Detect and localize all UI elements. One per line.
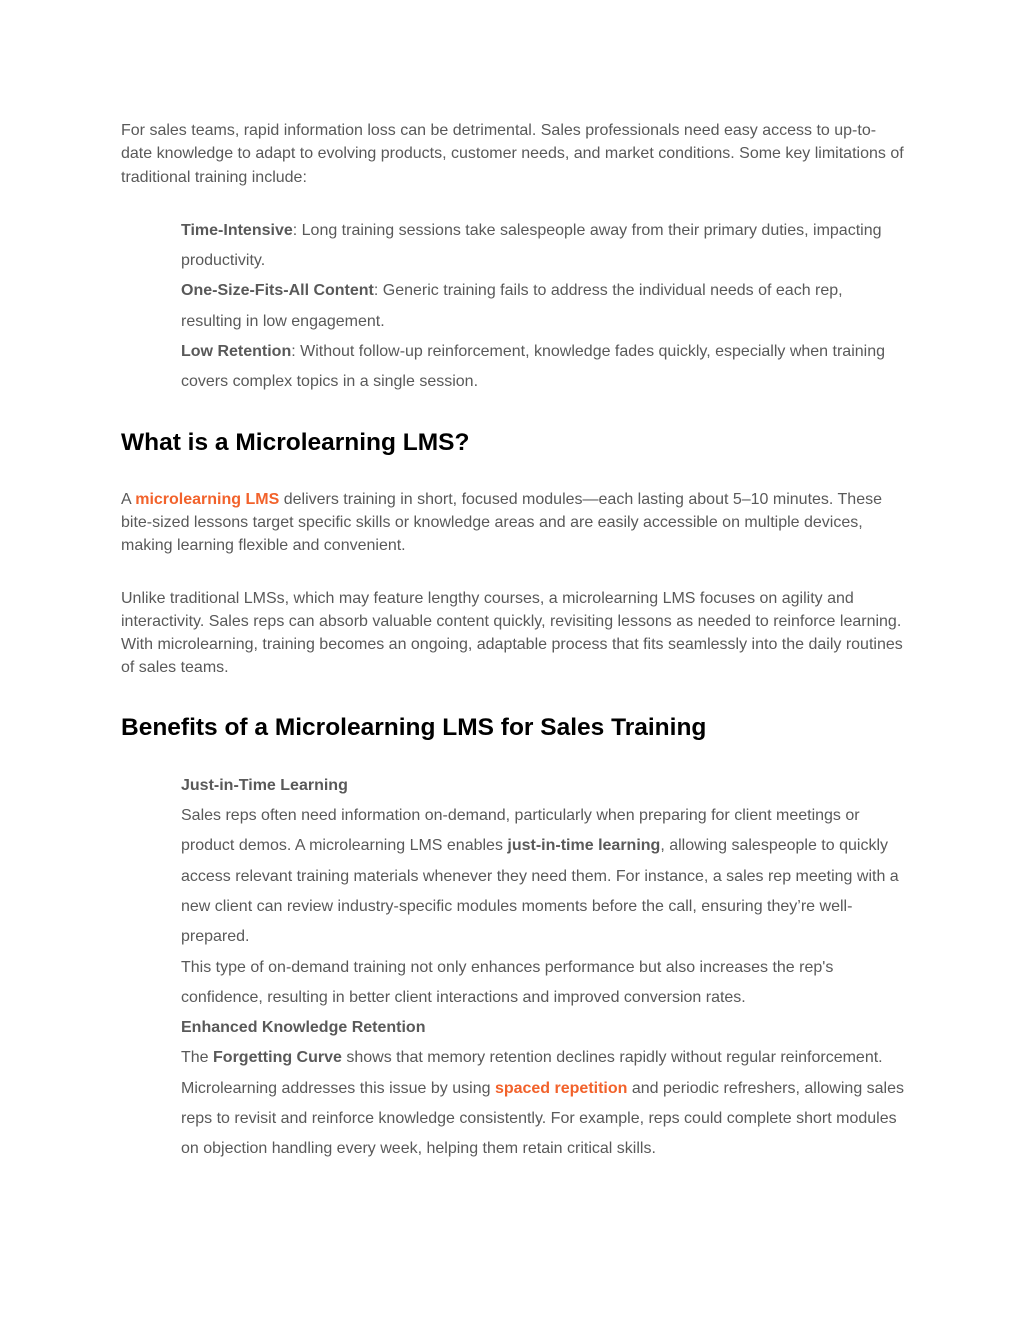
- microlearning-lms-link[interactable]: microlearning LMS: [135, 490, 280, 508]
- text-span: The: [181, 1049, 214, 1067]
- text-span: A: [121, 490, 136, 508]
- benefit-title-text: Just-in-Time Learning: [181, 776, 348, 794]
- text-span: delivers training in short, focused modules—each lasting about 5–10 minutes. These bite-sized lessons target specific skills or knowledge areas and are easily accessible on multiple devices, making learning flexible and convenient.: [121, 490, 882, 555]
- benefit-paragraph: [181, 1043, 905, 1164]
- limitation-term: One-Size-Fits-All Content: [181, 282, 374, 300]
- text-span: shows that memory retention declines rapidly without regular reinforcement. Microlearning addresses this issue by using: [181, 1049, 883, 1097]
- what-is-paragraph-1: [121, 488, 905, 558]
- limitation-item: [181, 337, 905, 398]
- limitation-text: : Long training sessions take salespeople away from their primary duties, impacting productivity.: [181, 221, 882, 270]
- bold-term: Forgetting Curve: [213, 1049, 342, 1067]
- benefit-title: [181, 1013, 905, 1043]
- benefit-paragraph: This type of on-demand training not only enhances performance but also increases the rep's confidence, resulting in better client interactions and improved conversion rates.: [181, 958, 834, 1006]
- spaced-repetition-link[interactable]: spaced repetition: [494, 1079, 628, 1097]
- intro-paragraph: For sales teams, rapid information loss can be detrimental. Sales professionals need easy access to up-to-date knowledge to adapt to evolving products, customer needs, and market conditions. Some key limitations of traditional training include:: [121, 122, 904, 186]
- text-span: , allowing salespeople to quickly access relevant training materials whenever they need them. For instance, a sales rep meeting with a new client can review industry-specific modules moments before the call, ensuring they’re well-prepared.: [181, 837, 899, 946]
- limitation-term: Low Retention: [181, 343, 292, 361]
- text-span: and periodic refreshers, allowing sales reps to revisit and reinforce knowledge consistently. For example, reps could complete short modules on objection handling every week, helping them retain critical skills.: [181, 1079, 905, 1158]
- text-span: Sales reps often need information on-demand, particularly when preparing for client meetings or product demos. A microlearning LMS enables: [181, 807, 860, 855]
- benefits-heading: Benefits of a Microlearning LMS for Sales Training: [121, 713, 707, 741]
- limitation-text: : Generic training fails to address the individual needs of each rep, resulting in low engagement.: [181, 282, 843, 330]
- benefit-paragraph: [181, 801, 905, 952]
- benefit-title-text: Enhanced Knowledge Retention: [181, 1019, 426, 1037]
- bold-term: just-in-time learning: [507, 837, 661, 855]
- limitation-item: [181, 216, 905, 277]
- limitation-text: : Without follow-up reinforcement, knowledge fades quickly, especially when training covers complex topics in a single session.: [181, 343, 885, 391]
- benefit-title: [181, 771, 905, 801]
- what-is-paragraph-2: Unlike traditional LMSs, which may feature lengthy courses, a microlearning LMS focuses on agility and interactivity. Sales reps can absorb valuable content quickly, revisiting lessons as needed to reinforce learning. With microlearning, training becomes an ongoing, adaptable process that fits seamlessly into the daily routines of sales teams.: [121, 589, 903, 677]
- limitation-item: [181, 276, 905, 337]
- limitation-term: Time-Intensive: [181, 221, 293, 239]
- what-is-heading: What is a Microlearning LMS?: [121, 428, 470, 456]
- limitations-list: [181, 216, 905, 398]
- document-page: [121, 119, 905, 1165]
- benefits-list: [181, 771, 905, 1165]
